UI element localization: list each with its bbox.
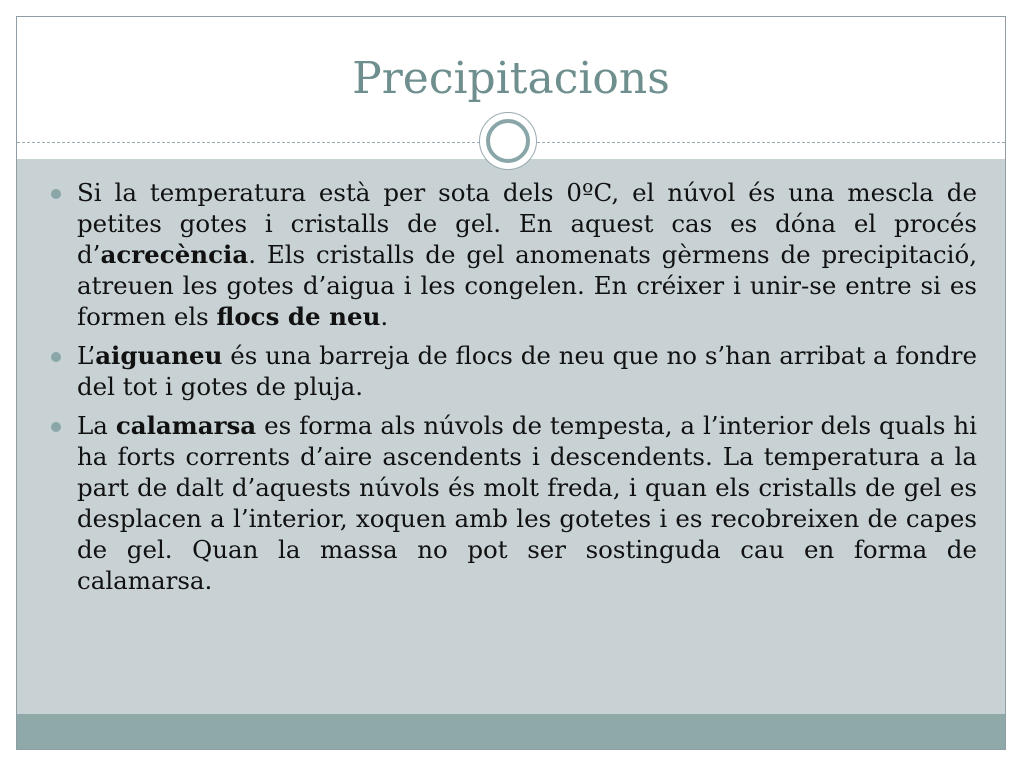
bullet-text: . Els cristalls de gel anomenats gèrmens de precipitació, atreuen les gotes d’aigua i les congelen. En créixer i unir-se entre si es formen els	[77, 240, 977, 331]
slide	[16, 16, 1006, 750]
bullet-text: L’	[77, 341, 96, 370]
bullet-dot-icon	[51, 422, 61, 432]
content-area	[17, 159, 1005, 716]
bullet-text: .	[380, 302, 389, 331]
bullet-item-sleet	[47, 340, 977, 402]
term-acrecencia: acrecència	[100, 240, 249, 269]
slide-title: Precipitacions	[352, 53, 670, 104]
bullet-text: Si la temperatura està per sota dels 0ºC, el núvol és una mescla de petites gotes i cristalls de gel. En aquest cas es dóna el procés d’	[77, 178, 977, 269]
bullet-dot-icon	[51, 352, 61, 362]
bullet-list	[47, 177, 977, 604]
term-aiguaneu: aiguaneu	[95, 341, 223, 370]
circle-ornament-icon	[479, 112, 537, 170]
bullet-item-snow	[47, 177, 977, 332]
bottom-bar	[17, 714, 1005, 749]
term-flocs-de-neu: flocs de neu	[216, 302, 381, 331]
ring-icon	[486, 119, 530, 163]
term-calamarsa: calamarsa	[115, 411, 257, 440]
bullet-text: La	[77, 411, 116, 440]
bullet-item-hail	[47, 410, 977, 596]
bullet-text: es forma als núvols de tempesta, a l’interior dels quals hi ha forts corrents d’aire ascendents i descendents. La temperatura a la part de dalt d’aquests núvols és molt freda, i quan els cristalls de gel es desplacen a l’interior, xoquen amb les gotetes i es recobreixen de capes de gel. Quan la massa no pot ser sostinguda cau en forma de calamarsa.	[77, 411, 977, 595]
bullet-dot-icon	[51, 189, 61, 199]
bullet-text: és una barreja de flocs de neu que no s’han arribat a fondre del tot i gotes de pluja.	[77, 341, 977, 401]
